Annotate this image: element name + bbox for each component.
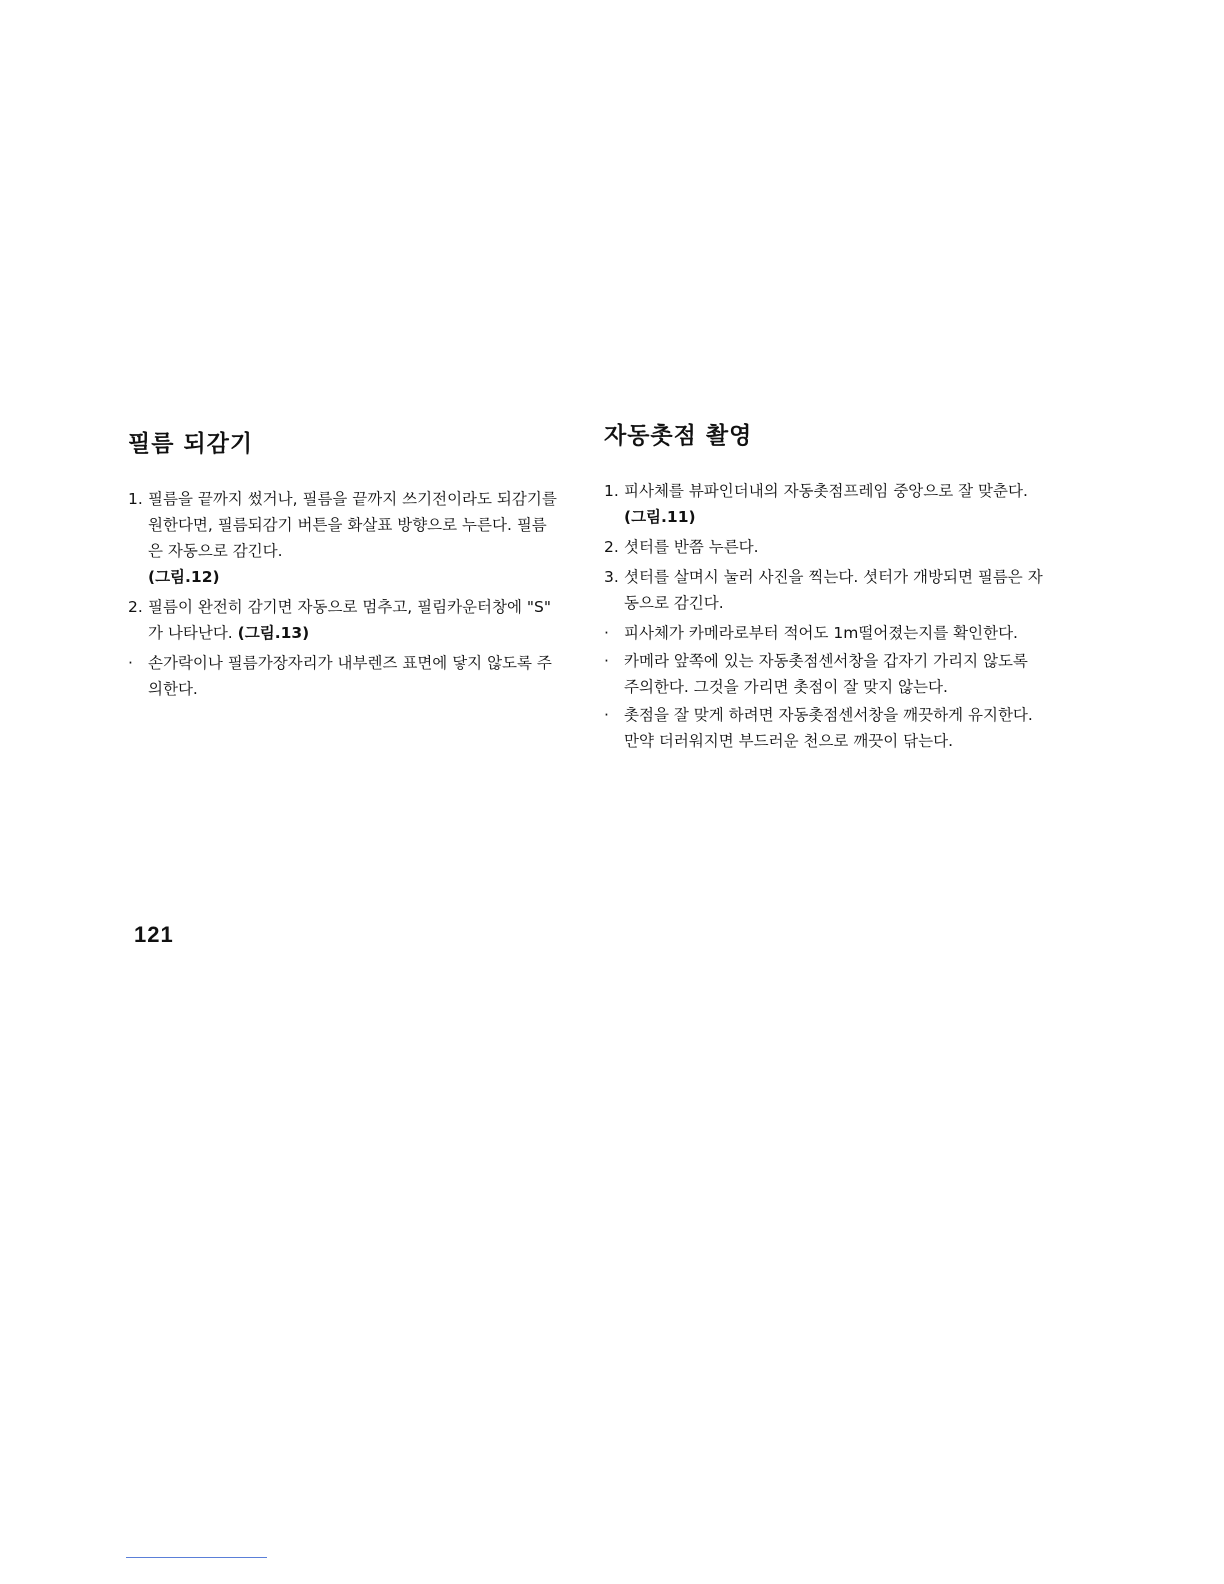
step-text: 셧터를 반쯤 누른다. [624,538,759,556]
autofocus-step-3 [604,564,1044,616]
rewind-step-2 [128,594,558,646]
rewind-step-1 [128,486,558,590]
section-title-rewind: 필름 되감기 [128,431,254,457]
autofocus-note-1 [604,620,1044,646]
bullet-marker: · [604,652,609,670]
step-text: 필름이 완전히 감기면 자동으로 멈추고, 필림카운터창에 "S" 가 나타난다. [148,598,551,642]
autofocus-note-2 [604,648,1044,700]
step-text: 셧터를 살며시 눌러 사진을 찍는다. 셧터가 개방되면 필름은 자동으로 감긴다. [624,568,1043,612]
note-text: 카메라 앞쪽에 있는 자동촛점센서창을 갑자기 가리지 않도록 주의한다. 그것을 가리면 촛점이 잘 맞지 않는다. [624,652,1028,696]
step-number: 2. [128,598,143,616]
step-number: 3. [604,568,619,586]
autofocus-section [604,420,1044,756]
note-text: 피사체가 카메라로부터 적어도 1m떨어졌는지를 확인한다. [624,624,1018,642]
bullet-marker: · [604,624,609,642]
bullet-marker: · [128,654,133,672]
autofocus-step-2 [604,534,1044,560]
note-text: 촛점을 잘 맞게 하려면 자동촛점센서창을 깨끗하게 유지한다. 만약 더러워지면 부드러운 천으로 깨끗이 닦는다. [624,706,1033,750]
step-number: 1. [128,490,143,508]
figure-reference: (그림.11) [624,508,696,526]
page-number: 121 [134,922,174,947]
step-number: 2. [604,538,619,556]
footer-rule [126,1557,267,1558]
section-title-autofocus: 자동촛점 촬영 [604,423,753,449]
bullet-marker: · [604,706,609,724]
rewind-section [128,420,558,704]
autofocus-step-1 [604,478,1044,530]
autofocus-note-3 [604,702,1044,754]
rewind-note [128,650,558,702]
step-number: 1. [604,482,619,500]
figure-reference: (그림.12) [148,568,220,586]
step-text: 필름을 끝까지 썼거나, 필름을 끝까지 쓰기전이라도 되감기를 원한다면, 필름되감기 버튼을 화살표 방향으로 누른다. 필름은 자동으로 감긴다. [148,490,557,560]
step-text: 피사체를 뷰파인더내의 자동촛점프레임 중앙으로 잘 맞춘다. [624,482,1028,500]
note-text: 손가락이나 필름가장자리가 내부렌즈 표면에 닿지 않도록 주의한다. [148,654,552,698]
figure-reference: (그림.13) [237,624,310,642]
